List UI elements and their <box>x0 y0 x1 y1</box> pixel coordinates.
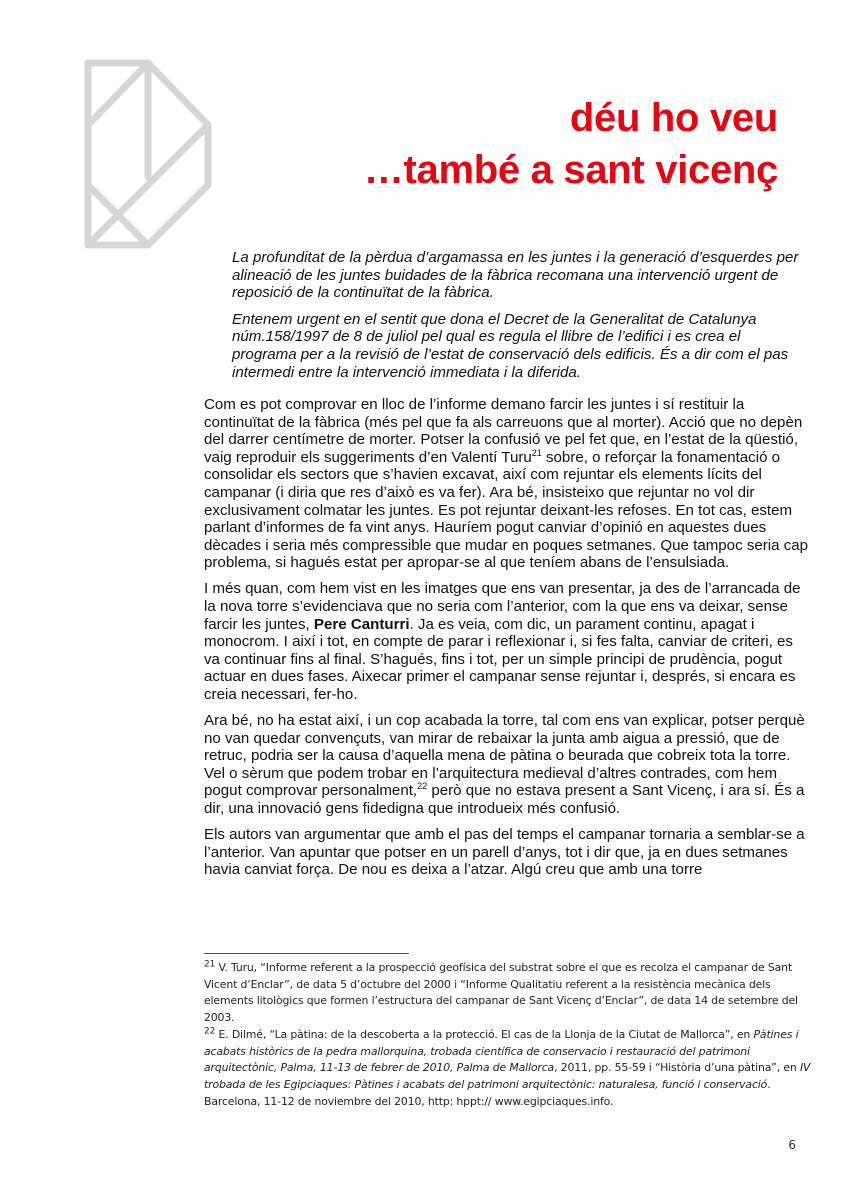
body-paragraph-2 <box>204 580 810 703</box>
footnote-ref-22[interactable]: 22 <box>417 781 428 792</box>
text-run: sobre, o reforçar la fonamentació o consolidar els sectors que s’havien excavat, així com rejuntar els elements lícits del campanar (i diria que res d’això es va fer). Ara bé, insisteixo que rejuntar no vol dir exclusivament colmatar les juntes. Es pot rejuntar deixant-les refoses. En tot cas, estem parlant d’informes de fa vint anys. Hauríem pogut canviar d’opinió en aquestes dues dècades i seria més compressible que mudar en poques setmanes. Que tampoc seria cap problema, si hagués estat per apropar-se al que teníem abans de l’ensulsiada. <box>204 448 809 572</box>
body-paragraph-1 <box>204 396 810 572</box>
title-line-1: déu ho veu <box>569 96 778 140</box>
body-paragraph-3 <box>204 712 810 818</box>
footnote-title-italic: IV trobada de les Egipciaques: Pàtines i acabats del patrimoni arquitectònic: naturalesa, funció i conservació <box>204 1061 811 1091</box>
quote-paragraph: La profunditat de la pèrdua d’argamassa en les juntes i la generació d’esquerdes per alineació de les juntes buidades de la fàbrica recomana una intervenció urgent de reposició de la continuïtat de la fàbrica. <box>232 249 799 302</box>
logo-icon <box>80 55 220 255</box>
footnote-21 <box>204 960 814 1027</box>
logo-diag-top <box>88 63 148 125</box>
footnotes <box>204 960 814 1110</box>
text-run: . Ja es veia, com dic, un parament continu, apagat i monocrom. I així i tot, en compte de parar i reflexionar i, si fes falta, canviar de criteri, es va continuar fins al final. S’hagués, fins i tot, per un simple principi de prudència, pogut actuar en dues fases. Aixecar primer el campanar sense rejuntar i, després, si encara es creia necessari, fer-ho. <box>204 615 796 703</box>
footnote-divider <box>204 953 409 954</box>
footnote-ref-21[interactable]: 21 <box>531 447 542 458</box>
footnote-text: E. Dilmé, “La pàtina: de la descoberta a la protecció. El cas de la Llonja de la Ciutat de Mallorca”, en <box>215 1027 754 1041</box>
footnote-text: , 2011, pp. 55-59 i “Història d’una pàtina”, en <box>554 1061 800 1075</box>
footnote-text: . Barcelona, 11-12 de noviembre del 2010, http: hppt:// www.egipciaques.info. <box>204 1077 771 1108</box>
body-paragraph-4: Els autors van argumentar que amb el pas del temps el campanar tornaria a semblar-se a l’anterior. Van apuntar que potser en un parell d’anys, tot i dir que, ja en dues setmanes havia canviat força. De nou es deixa a l’atzar. Algú creu que amb una torre <box>204 826 805 879</box>
quote-paragraph: Entenem urgent en el sentit que dona el Decret de la Generalitat de Catalunya núm.158/1997 de 8 de juliol pel qual es regula el llibre de l’edifici i es crea el programa per a la revisió de l’estat de conservació dels edificis. És a dir com el pas intermedi entre la intervenció immediata i la diferida. <box>232 310 789 381</box>
block-quote <box>232 249 802 390</box>
footnote-number: 21 <box>204 959 216 970</box>
page-title <box>364 92 778 196</box>
footnote-text: V. Turu, “Informe referent a la prospecció geofísica del substrat sobre el que es recolza el campanar de Sant Vicent d’Enclar”, de data 5 d’octubre del 2000 i “Informe Qualitatiu referent a la resistència mecànica dels elements litològics que formen l’estructura del campanar de Sant Vicenç d’Enclar”, de data 14 de setembre del 2003. <box>204 961 798 1025</box>
text-run: Com es pot comprovar en lloc de l’informe demano farcir les juntes i sí restituir la continuïtat de la fàbrica (més pel que fa als carreuons que al morter). Acció que no depèn del darrer centímetre de morter. Potser la confusió ve pel fet que, en l’estat de la qüestió, vaig reproduir els suggeriments d’en Valentí Turu <box>204 396 803 466</box>
page-number: 6 <box>788 1138 796 1152</box>
body-text <box>204 396 810 887</box>
footnote-title-italic: Pàtines i acabats històrics de la pedra mallorquina, trobada científica de conservacio i restauració del patrimoni arquitectònic, Palma, 11-13 de febrer de 2010, Palma de Mallorca <box>204 1027 799 1075</box>
footnote-number: 22 <box>204 1026 216 1037</box>
text-run: però que no estava present a Sant Vicenç, i ara sí. És a dir, una innovació gens fidedigna que introdueix més confusió. <box>204 782 805 818</box>
title-line-2: …també a sant vicenç <box>363 148 778 192</box>
text-run: Ara bé, no ha estat així, i un cop acabada la torre, tal com ens van explicar, potser perquè no van quedar convençuts, van mirar de rebaixar la junta amb aigua a pressió, que de retruc, podria ser la causa d’aquella mena de pàtina o beurada que cobreix tota la torre. Vel o sèrum que podem trobar en l’arquitectura medieval d’altres contrades, com hem pogut comprovar personalment, <box>204 712 805 800</box>
text-run: I més quan, com hem vist en les imatges que ens van presentar, ja des de l’arrancada de la nova torre s’evidenciava que no seria com l’anterior, com la que ens va deixar, sense farcir les juntes, <box>204 580 801 633</box>
author-name: Pere Canturri <box>313 615 410 633</box>
footnote-22 <box>204 1027 814 1111</box>
